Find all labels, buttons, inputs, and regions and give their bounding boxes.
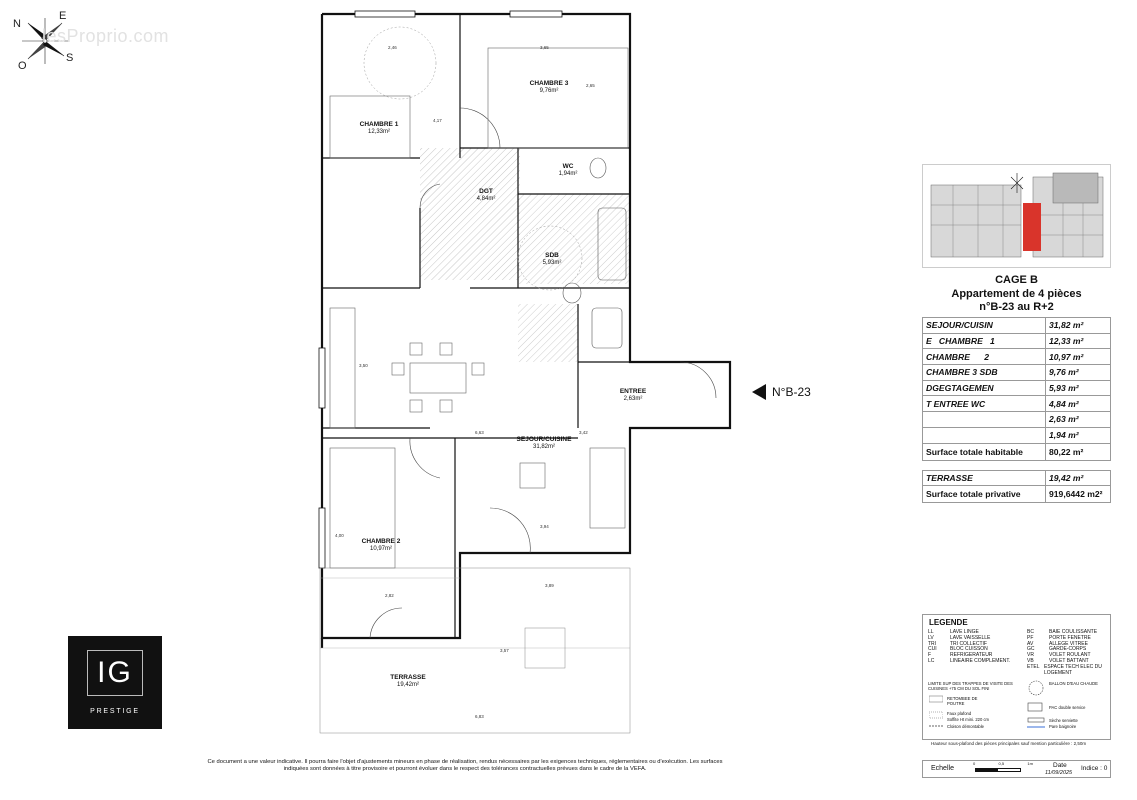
compass-s: S <box>66 52 74 64</box>
legend-limit-note: LIMITE SUP DES TRAPPES DE VISITE DES CUISINES +75 CM DU SOL FINI <box>928 681 1013 691</box>
scale-label: Echelle <box>931 765 954 772</box>
key-plan-drawing <box>923 165 1111 268</box>
room-label-terrasse: TERRASSE <box>390 674 426 681</box>
legend-item: BC BAIE COULISSANTE <box>1027 629 1098 635</box>
dimension-label: 4,17 <box>433 118 442 123</box>
surface-total-habitable-label: Surface totale habitable <box>923 443 1046 460</box>
surface-label: E CHAMBRE 1 <box>923 333 1046 349</box>
room-area-wc: 1,94m² <box>558 171 578 177</box>
dimension-label: 6,63 <box>475 430 484 435</box>
surface-value: 12,33 m² <box>1046 333 1111 349</box>
surface-total-habitable-value: 80,22 m² <box>1046 443 1111 460</box>
legend-item: VB VOLET BATTANT <box>1027 657 1089 664</box>
apartment-type: Appartement de 4 pièces <box>951 287 1082 300</box>
bath-screen-icon <box>1027 725 1045 729</box>
legend-soffite: Soffite Ht mini. 220 cm <box>947 717 990 722</box>
dimension-label: 6,83 <box>475 714 484 719</box>
terrasse-row <box>923 470 1111 486</box>
room-label-chambre2: CHAMBRE 2 <box>361 538 401 545</box>
room-area-chambre1: 12,33m² <box>367 129 391 135</box>
surface-label: T ENTREE WC <box>923 396 1046 412</box>
surface-label <box>923 412 1046 428</box>
room-label-chambre1: CHAMBRE 1 <box>359 121 399 128</box>
surface-label: CHAMBRE 3 SDB <box>923 365 1046 381</box>
legend-footnote: Hauteur sous-plafond des pièces principales sauf mention particulière : 2,50m <box>931 741 1087 746</box>
dimension-label: 3,50 <box>359 363 368 368</box>
dimension-label: 2,65 <box>586 83 595 88</box>
surface-value: 4,84 m² <box>1046 396 1111 412</box>
indice-label: Indice : 0 <box>1081 765 1108 772</box>
legend-seche: Sèche serviette <box>1049 718 1078 723</box>
logo-text: PRESTIGE <box>90 708 140 715</box>
scale-tick: 0,5 <box>998 761 1005 766</box>
dimension-label: 3,65 <box>540 45 549 50</box>
legend-cloison: Cloison démontable <box>947 724 985 729</box>
dimension-label: 3,89 <box>545 583 554 588</box>
legend-title: LEGENDE <box>929 618 968 627</box>
room-area-terrasse: 19,42m² <box>396 682 420 688</box>
surface-row <box>923 365 1111 381</box>
water-heater-icon <box>1027 679 1045 697</box>
room-area-chambre3: 9,76m² <box>539 88 559 94</box>
surface-total-privative-label: Surface totale privative <box>923 486 1046 503</box>
legend-right-column <box>1027 630 1107 676</box>
room-area-entree: 2,63m² <box>623 396 643 402</box>
disclaimer: Ce document a une valeur indicative. Il pourra faire l'objet d'ajustements mineurs en phase de réalisation, rendus nécessaires par les exigences techniques, réglementaires ou d'exécution. Les surfaces indiquées sont données à titre provisoire et pourront évoluer dans le respect des tolérances contractuelles prévues dans le cadre de la VEFA. <box>207 759 723 772</box>
legend-ballon: BALLON D'EAU CHAUDE <box>1049 681 1098 686</box>
surface-row <box>923 427 1111 443</box>
apartment-marker-label: N°B-23 <box>772 385 811 399</box>
surface-label: CHAMBRE 2 <box>923 349 1046 365</box>
key-plan <box>922 164 1111 268</box>
partition-icon <box>929 723 943 729</box>
legend-item: LL LAVE LINGE <box>928 629 979 635</box>
compass-o: O <box>18 60 27 72</box>
terrasse-label: TERRASSE <box>923 470 1046 486</box>
legend-faux-plafond: Faux plafond <box>947 711 972 716</box>
apartment-number: n°B-23 au R+2 <box>979 301 1054 313</box>
surface-total-privative-row <box>923 486 1111 503</box>
legend-item: PF PORTE FENETRE <box>1027 634 1091 641</box>
towel-dryer-icon <box>1027 717 1045 723</box>
legend-pare: Pare baignoire <box>1049 724 1077 729</box>
surface-label <box>923 427 1046 443</box>
surface-value: 31,82 m² <box>1046 318 1111 334</box>
legend-item: GC GARDE-CORPS <box>1027 646 1087 653</box>
room-label-chambre3: CHAMBRE 3 <box>529 80 569 87</box>
legend-panel <box>922 614 1111 740</box>
room-label-sejour: SEJOUR/CUISINE <box>516 436 572 443</box>
scale-box <box>922 760 1111 778</box>
legend-retombee: RETOMBEE DE POUTRE <box>947 696 978 706</box>
ceiling-icon <box>929 711 943 719</box>
surface-row <box>923 349 1111 365</box>
surface-total-habitable-row <box>923 443 1111 460</box>
legend-item: TRI TRI COLLECTIF <box>928 640 987 647</box>
legend-item: LV LAVE VAISSELLE <box>928 634 991 641</box>
watermark-url: lesProprio.com <box>42 26 170 46</box>
compass-e: E <box>59 10 67 22</box>
scale-tick: 0 <box>973 761 976 766</box>
scale-ticks <box>973 761 1033 766</box>
dimension-label: 3,42 <box>579 430 588 435</box>
date-value: 11/09/2025 <box>1045 770 1073 776</box>
room-area-dgt: 4,84m² <box>476 196 496 202</box>
legend-pac: PAC double service <box>1049 705 1086 710</box>
dimension-label: 2,82 <box>385 593 394 598</box>
surface-value: 9,76 m² <box>1046 365 1111 381</box>
surface-value: 10,97 m² <box>1046 349 1111 365</box>
dimension-label: 3,57 <box>500 648 509 653</box>
surface-value: 5,93 m² <box>1046 380 1111 396</box>
beam-icon <box>929 695 943 703</box>
surface-value: 1,94 m² <box>1046 427 1111 443</box>
floor-plan-drawing <box>300 8 750 748</box>
dimension-label: 3,94 <box>540 524 549 529</box>
date-label: Date <box>1053 762 1067 769</box>
table-spacer <box>923 460 1111 470</box>
floor-plan <box>300 8 750 748</box>
surface-label: SEJOUR/CUISIN <box>923 318 1046 334</box>
dimension-label: 2,46 <box>388 45 397 50</box>
legend-item: AV ALLEGE VITREE <box>1027 640 1088 647</box>
surface-row <box>923 333 1111 349</box>
room-area-sdb: 5,93m² <box>542 260 562 266</box>
legend-item: CUI BLOC CUISSON <box>928 646 988 653</box>
room-area-sejour: 31,82m² <box>532 444 556 450</box>
legend-item: VR VOLET ROULANT <box>1027 652 1091 659</box>
legend-item: ETEL ESPACE TECH ELEC DU LOGEMENT <box>1027 663 1102 676</box>
room-label-wc: WC <box>562 163 574 170</box>
room-area-chambre2: 10,97m² <box>369 546 393 552</box>
dimension-label: 4,00 <box>335 533 344 538</box>
marker-arrow-icon <box>752 384 766 400</box>
legend-left-column <box>928 630 1010 665</box>
surface-row <box>923 396 1111 412</box>
room-label-dgt: DGT <box>479 188 493 195</box>
surface-row <box>923 412 1111 428</box>
surface-row <box>923 380 1111 396</box>
scale-bar <box>975 768 1021 772</box>
ig-prestige-logo <box>68 636 162 729</box>
room-label-sdb: SDB <box>545 252 559 259</box>
cage-title: CAGE B <box>995 274 1038 286</box>
terrasse-value: 19,42 m² <box>1046 470 1111 486</box>
surface-label: DGEGTAGEMEN <box>923 380 1046 396</box>
logo-mark: IG <box>87 650 143 696</box>
scale-tick: 1m <box>1027 761 1033 766</box>
surface-table <box>922 317 1111 503</box>
apartment-header <box>922 274 1111 315</box>
surface-total-privative-value: 919,6442 m2² <box>1046 486 1111 503</box>
room-label-entree: ENTREE <box>619 388 647 395</box>
surface-row <box>923 318 1111 334</box>
legend-item: LC LINEAIRE COMPLEMENT. <box>928 657 1011 664</box>
legend-item: F REFRIGERATEUR <box>928 652 993 659</box>
apartment-marker <box>752 384 811 400</box>
pac-icon <box>1027 702 1043 712</box>
compass-n: N <box>13 18 21 30</box>
surface-value: 2,63 m² <box>1046 412 1111 428</box>
